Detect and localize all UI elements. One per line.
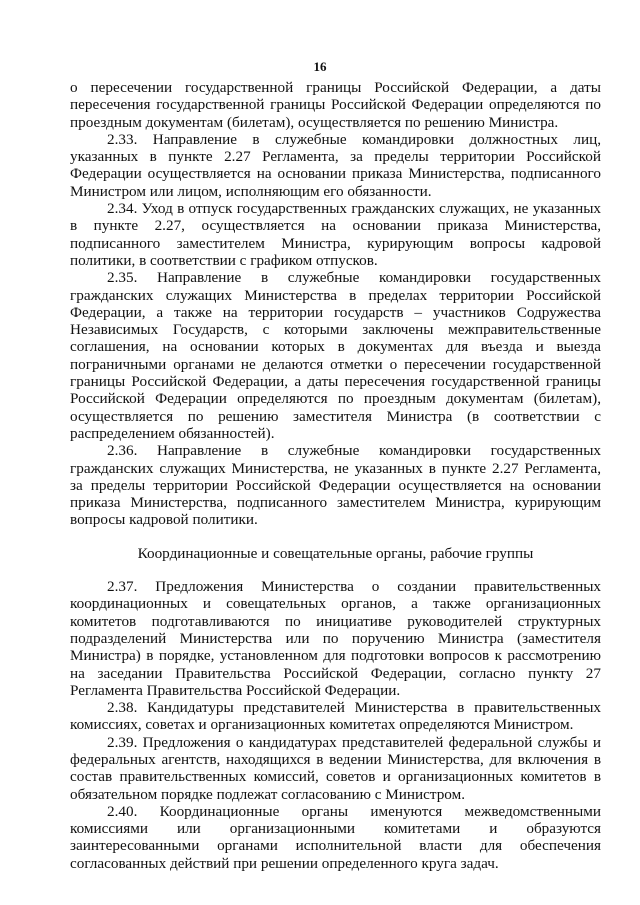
paragraph-2-33: 2.33. Направление в служебные командировки должностных лиц, указанных в пункте 2.27 Регламента, за пределы территории Российской Федерации осуществляется на основании приказа Министерства, подписанного Министром или лицом, исполняющим его обязанности. <box>70 130 601 200</box>
paragraph-2-35: 2.35. Направление в служебные командировки государственных гражданских служащих Министерства в пределах территории Российской Федерации, а также на территории государств – участников Содружества Независимых Государств, с которыми заключены межправительственные соглашения, на основании которых в документах для въезда и выезда пограничными органами не делаются отметки о пересечении государственной границы Российской Федерации, а даты пересечения государственной границы Российской Федерации определяются по проездным документам (билетам), осуществляется по решению заместителя Министра (в соответствии с распределением обязанностей). <box>70 269 601 442</box>
document-body <box>70 79 601 872</box>
paragraph-2-34: 2.34. Уход в отпуск государственных гражданских служащих, не указанных в пункте 2.27, осуществляется на основании приказа Министерства, подписанного заместителем Министра, курирующим вопросы кадровой политики, в соответствии с графиком отпусков. <box>70 200 601 269</box>
paragraph-2-39: 2.39. Предложения о кандидатурах представителей федеральной службы и федеральных агентств, находящихся в ведении Министерства, для включения в состав правительственных комиссий, советов и организационных комитетов в обязательном порядке подлежат согласованию с Министром. <box>70 733 601 803</box>
page-number: 16 <box>313 59 327 74</box>
paragraph-2-40: 2.40. Координационные органы именуются межведомственными комиссиями или организационными комитетами и образуются заинтересованными органами исполнительной власти для обеспечения согласованных действий при решении определенного круга задач. <box>70 802 601 872</box>
section-heading: Координационные и совещательные органы, рабочие группы <box>137 544 534 562</box>
paragraph-2-36: 2.36. Направление в служебные командировки государственных гражданских служащих Министерства, не указанных в пункте 2.27 Регламента, за пределы территории Российской Федерации осуществляется на основании приказа Министерства, подписанного заместителем Министра, курирующим вопросы кадровой политики. <box>70 442 601 529</box>
paragraph-continuation: о пересечении государственной границы Российской Федерации, а даты пересечения государственной границы Российской Федерации определяются по проездным документам (билетам), осуществляется по решению Министра. <box>70 79 601 131</box>
paragraph-2-38: 2.38. Кандидатуры представителей Министерства в правительственных комиссиях, советах и организационных комитетах определяются Министром. <box>70 699 601 734</box>
paragraph-2-37: 2.37. Предложения Министерства о создании правительственных координационных и совещательных органов, а также организационных комитетов подготавливаются по инициативе руководителей структурных подразделений Министерства или по поручению Министра (заместителя Министра) в порядке, установленном для подготовки вопросов к рассмотрению на заседании Правительства Российской Федерации, согласно пункту 27 Регламента Правительства Российской Федерации. <box>70 578 601 699</box>
